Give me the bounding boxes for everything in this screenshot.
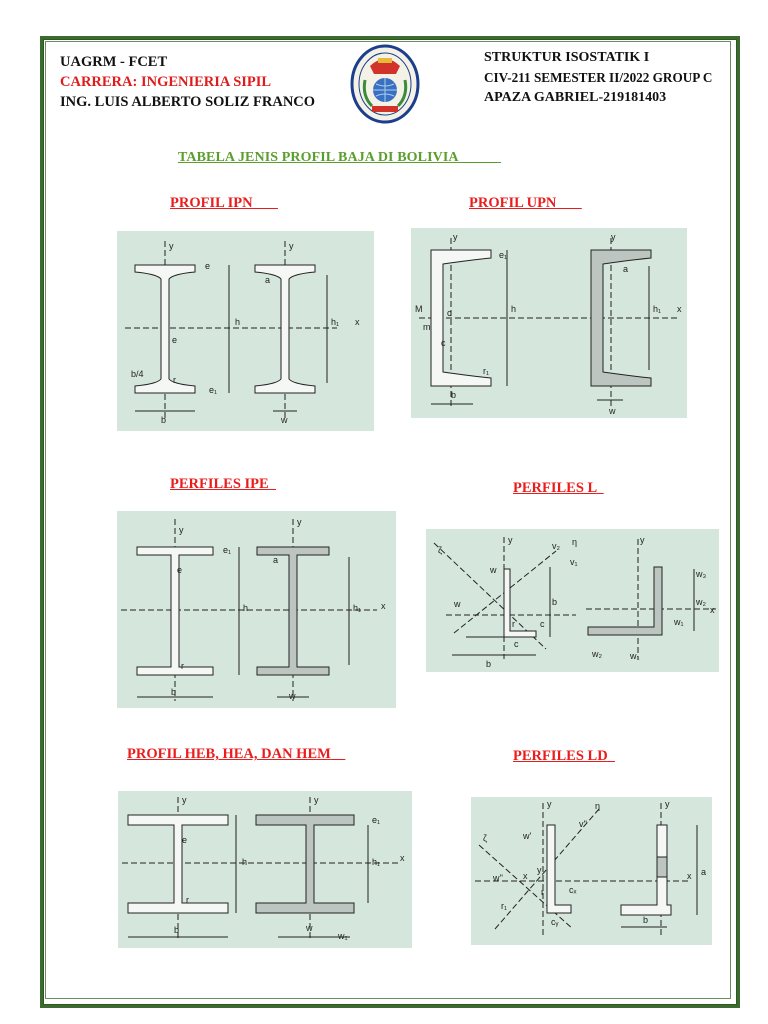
svg-text:x: x bbox=[355, 317, 360, 327]
svg-text:y: y bbox=[297, 517, 302, 527]
svg-text:y: y bbox=[537, 865, 542, 875]
svg-text:w'': w'' bbox=[493, 873, 503, 883]
svg-text:e: e bbox=[177, 565, 183, 575]
svg-text:e₁: e₁ bbox=[209, 385, 218, 395]
svg-text:y: y bbox=[508, 535, 513, 545]
svg-text:w: w bbox=[490, 565, 497, 575]
svg-text:x: x bbox=[710, 605, 715, 615]
svg-text:v₁: v₁ bbox=[570, 557, 578, 567]
svg-text:ζ: ζ bbox=[438, 545, 442, 555]
section-title-upn: PROFIL UPN bbox=[469, 195, 557, 211]
svg-text:b: b bbox=[552, 597, 558, 607]
svg-text:e₁: e₁ bbox=[372, 815, 381, 825]
svg-text:x: x bbox=[687, 871, 692, 881]
svg-text:r: r bbox=[541, 887, 544, 897]
svg-text:y: y bbox=[179, 525, 184, 535]
svg-text:x: x bbox=[677, 304, 682, 314]
university-name: UAGRM - FCET bbox=[60, 54, 168, 70]
svg-text:y: y bbox=[453, 232, 458, 242]
svg-text:w: w bbox=[454, 599, 461, 609]
svg-text:h₁: h₁ bbox=[353, 603, 362, 613]
university-seal-logo bbox=[350, 44, 420, 124]
section-title-ipe: PERFILES IPE bbox=[170, 476, 269, 492]
svg-text:w₂: w₂ bbox=[592, 649, 602, 659]
section-title-ld: PERFILES LD bbox=[513, 748, 608, 764]
heb-hea-hem-diagram bbox=[118, 791, 412, 948]
svg-text:ζ: ζ bbox=[483, 833, 487, 843]
svg-text:v₂: v₂ bbox=[552, 541, 560, 551]
svg-text:c: c bbox=[540, 619, 545, 629]
l-angle-diagram bbox=[426, 529, 719, 672]
svg-text:a: a bbox=[265, 275, 271, 285]
career-name: CARRERA: INGENIERIA SIPIL bbox=[60, 74, 272, 90]
svg-text:b: b bbox=[171, 687, 177, 697]
svg-text:y: y bbox=[665, 799, 670, 809]
section-title-heb: PROFIL HEB, HEA, DAN HEM bbox=[127, 746, 331, 762]
section-title-ipn: PROFIL IPN bbox=[170, 195, 253, 211]
svg-text:b: b bbox=[161, 415, 167, 425]
svg-text:b: b bbox=[451, 390, 457, 400]
svg-text:x: x bbox=[523, 871, 528, 881]
svg-text:h: h bbox=[511, 304, 517, 314]
svg-text:x: x bbox=[400, 853, 405, 863]
svg-text:y: y bbox=[289, 241, 294, 251]
svg-text:w: w bbox=[289, 691, 296, 701]
svg-text:b: b bbox=[643, 915, 649, 925]
course-name: STRUKTUR ISOSTATIK I bbox=[484, 50, 650, 65]
svg-text:w₁: w₁ bbox=[338, 931, 348, 941]
svg-text:h₁: h₁ bbox=[372, 857, 381, 867]
ld-angle-diagram bbox=[471, 797, 712, 945]
header-left bbox=[60, 52, 315, 112]
ipn-diagram bbox=[117, 231, 374, 431]
svg-text:x: x bbox=[381, 601, 386, 611]
svg-text:w': w' bbox=[523, 831, 532, 841]
svg-text:η: η bbox=[572, 537, 578, 547]
svg-text:e₁: e₁ bbox=[499, 250, 508, 260]
svg-text:w: w bbox=[281, 415, 288, 425]
svg-text:m: m bbox=[423, 322, 431, 332]
svg-text:c: c bbox=[514, 639, 519, 649]
svg-text:b: b bbox=[174, 925, 180, 935]
svg-text:w: w bbox=[609, 406, 616, 416]
course-code: CIV-211 SEMESTER II/2022 GROUP C bbox=[484, 70, 713, 85]
svg-text:e: e bbox=[172, 335, 178, 345]
instructor-name: ING. LUIS ALBERTO SOLIZ FRANCO bbox=[60, 94, 316, 110]
upn-diagram bbox=[411, 228, 687, 418]
svg-text:h: h bbox=[242, 857, 248, 867]
header-right bbox=[484, 48, 712, 108]
svg-text:r: r bbox=[181, 661, 184, 671]
svg-text:w: w bbox=[306, 923, 313, 933]
svg-text:e₁: e₁ bbox=[223, 545, 232, 555]
ipe-diagram bbox=[117, 511, 396, 708]
svg-text:c: c bbox=[441, 338, 446, 348]
svg-text:a: a bbox=[623, 264, 629, 274]
section-title-l: PERFILES L bbox=[513, 480, 597, 496]
svg-text:y: y bbox=[182, 795, 187, 805]
svg-text:a: a bbox=[273, 555, 279, 565]
svg-text:b/4: b/4 bbox=[131, 369, 144, 379]
svg-text:r₁: r₁ bbox=[501, 901, 508, 911]
svg-text:b: b bbox=[486, 659, 492, 669]
svg-text:e: e bbox=[205, 261, 211, 271]
svg-text:y: y bbox=[314, 795, 319, 805]
student-name: APAZA GABRIEL-219181403 bbox=[484, 90, 667, 105]
svg-text:w₁: w₁ bbox=[674, 617, 684, 627]
svg-text:v'': v'' bbox=[579, 819, 587, 829]
svg-text:w₂: w₂ bbox=[696, 597, 706, 607]
svg-text:cᵧ: cᵧ bbox=[551, 917, 559, 927]
svg-text:M: M bbox=[415, 304, 423, 314]
svg-text:r: r bbox=[173, 375, 176, 385]
svg-text:y: y bbox=[640, 535, 645, 545]
svg-text:h₁: h₁ bbox=[653, 304, 662, 314]
svg-text:cₓ: cₓ bbox=[569, 885, 577, 895]
svg-text:h: h bbox=[235, 317, 241, 327]
svg-text:c: c bbox=[447, 308, 452, 318]
svg-text:y: y bbox=[547, 799, 552, 809]
svg-text:w₁: w₁ bbox=[630, 651, 640, 661]
svg-text:e: e bbox=[182, 835, 188, 845]
svg-text:η: η bbox=[595, 801, 601, 811]
svg-text:y: y bbox=[169, 241, 174, 251]
svg-text:y: y bbox=[611, 232, 616, 242]
page-title: TABELA JENIS PROFIL BAJA DI BOLIVIA bbox=[178, 150, 458, 165]
svg-text:w₃: w₃ bbox=[696, 569, 707, 579]
svg-text:h: h bbox=[243, 603, 249, 613]
svg-text:h₁: h₁ bbox=[331, 317, 340, 327]
svg-text:r: r bbox=[512, 619, 515, 629]
svg-text:r₁: r₁ bbox=[483, 366, 490, 376]
svg-text:r: r bbox=[186, 895, 189, 905]
svg-text:a: a bbox=[701, 867, 707, 877]
